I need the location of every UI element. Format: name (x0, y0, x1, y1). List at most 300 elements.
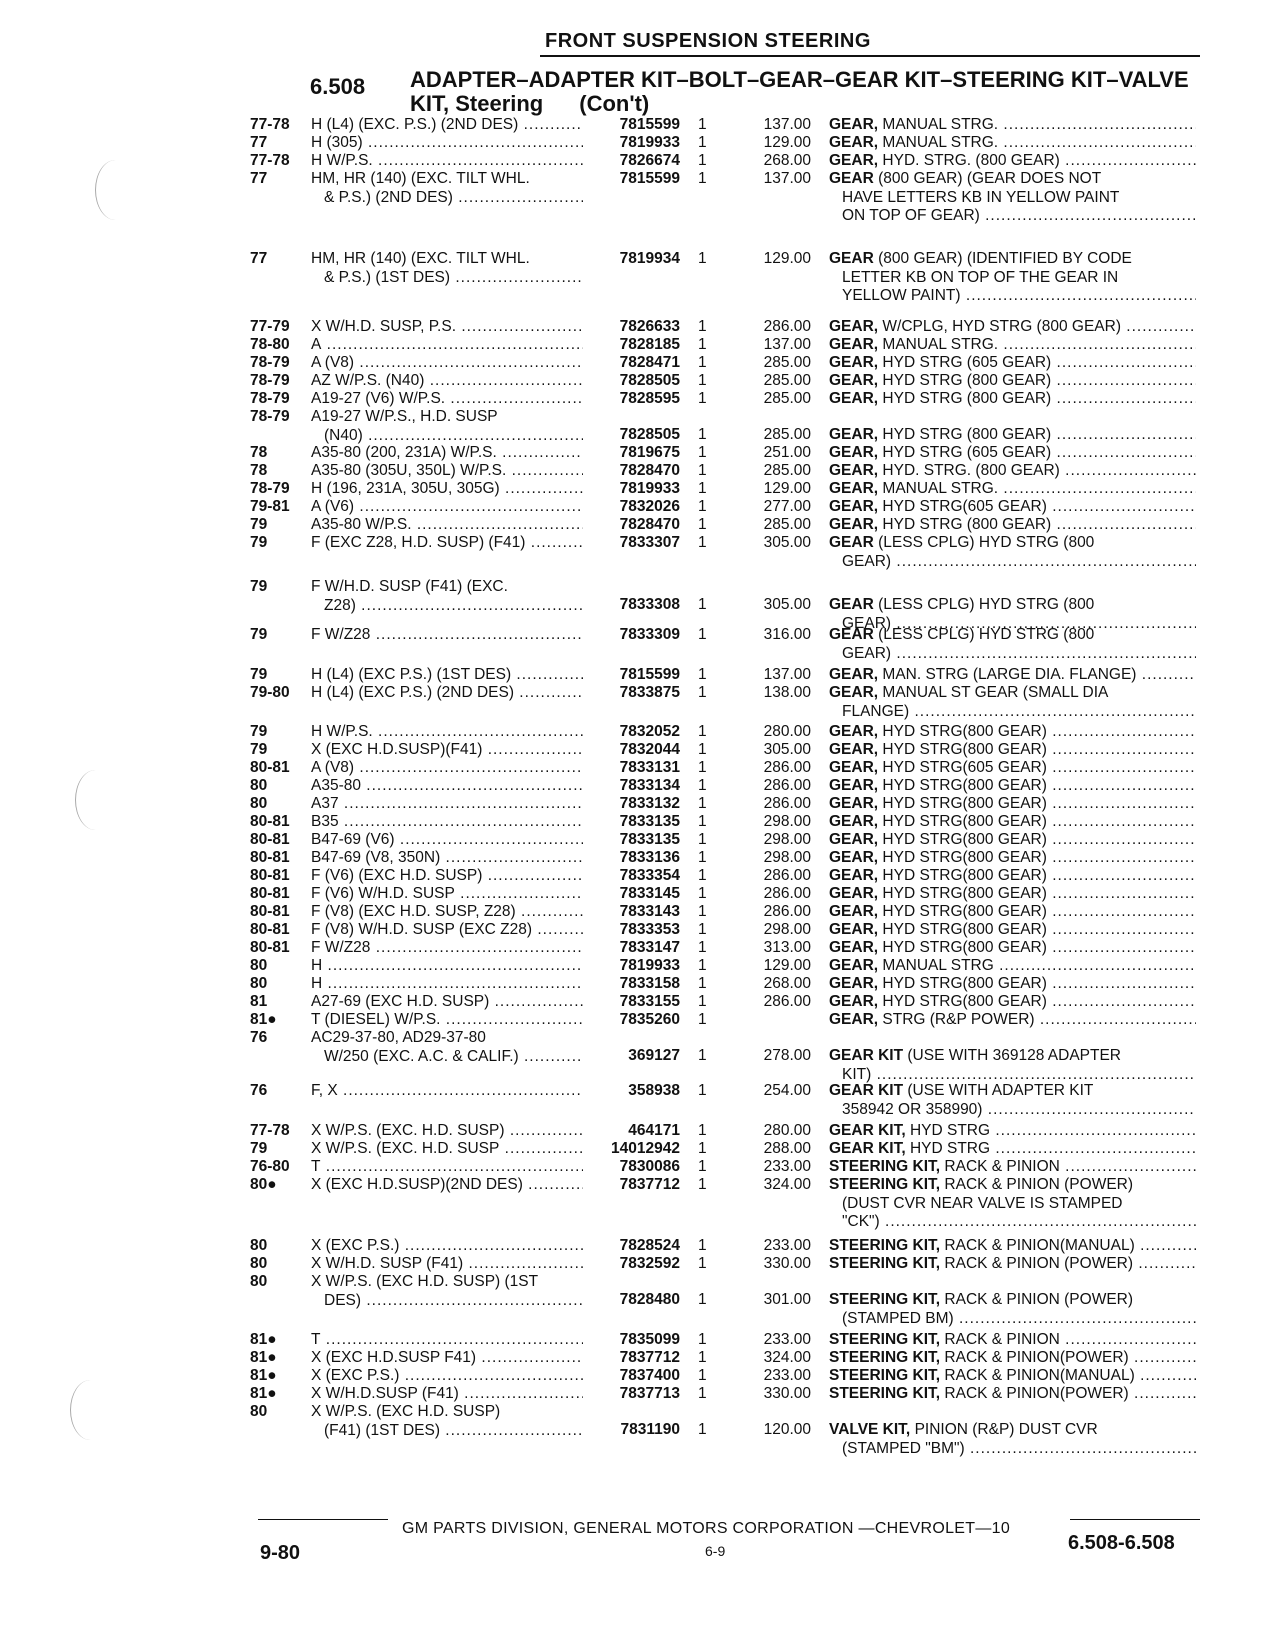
part-name: GEAR (829, 596, 874, 613)
price: 324.00 (763, 1349, 811, 1366)
part-detail: HYD STRG(800 GEAR) (882, 831, 1047, 848)
quantity: 1 (698, 1011, 707, 1028)
part-number: 7833354 (619, 867, 680, 884)
model-year: 81● (250, 1367, 277, 1384)
part-number: 7815599 (619, 666, 680, 683)
model-year: 78-79 (250, 354, 290, 371)
part-description (829, 318, 1196, 337)
part-description-line (829, 939, 1196, 958)
model-year: 80● (250, 1176, 277, 1193)
price: 285.00 (763, 372, 811, 389)
part-name: GEAR, (829, 885, 879, 902)
application-description (311, 390, 583, 409)
quantity: 1 (698, 170, 707, 187)
model-year: 76-80 (250, 1158, 290, 1175)
part-description-line (829, 741, 1196, 760)
part-detail: W/CPLG, HYD STRG (800 GEAR) (882, 318, 1121, 335)
quantity: 1 (698, 318, 707, 335)
part-number: 7832044 (619, 741, 680, 758)
description-line: T ..... (311, 1158, 583, 1177)
price: 324.00 (763, 1176, 811, 1193)
part-detail: HYD STRG(800 GEAR) (882, 741, 1047, 758)
part-detail: HYD STRG(800 GEAR) (882, 849, 1047, 866)
quantity: 1 (698, 626, 707, 643)
part-number: 7837712 (619, 1349, 680, 1366)
part-description (829, 741, 1196, 760)
part-description-line (829, 813, 1196, 832)
footer-page-number: 6-9 (705, 1543, 726, 1559)
part-description-line (829, 626, 1196, 645)
part-number: 7837713 (619, 1385, 680, 1402)
model-year: 78-79 (250, 390, 290, 407)
quantity: 1 (698, 354, 707, 371)
part-description-line (829, 1101, 1196, 1120)
application-description (311, 250, 583, 287)
application-description (311, 849, 583, 868)
part-description-line (829, 318, 1196, 337)
part-description (829, 903, 1196, 922)
description-line: B47-69 (V8, 350N) ..... (311, 849, 583, 868)
quantity: 1 (698, 1082, 707, 1099)
application-description (311, 1403, 583, 1440)
part-description (829, 152, 1196, 171)
description-line: T ..... (311, 1331, 583, 1350)
part-name: GEAR, (829, 993, 879, 1010)
part-name: GEAR (829, 626, 874, 643)
part-description (829, 759, 1196, 778)
part-detail: HYD STRG (909, 1140, 991, 1157)
section-title-continued: (Con't) (579, 91, 650, 116)
part-description (829, 921, 1196, 940)
price: 298.00 (763, 831, 811, 848)
price: 285.00 (763, 390, 811, 407)
description-line: H (196, 231A, 305U, 305G) ..... (311, 480, 583, 499)
part-name: STEERING KIT, (829, 1158, 941, 1175)
part-name: VALVE KIT, (829, 1421, 911, 1438)
part-description (829, 116, 1196, 135)
description-line: F (V8) (EXC H.D. SUSP, Z28) ..... (311, 903, 583, 922)
part-name: GEAR (829, 250, 874, 267)
application-description (311, 885, 583, 904)
part-description (829, 957, 1196, 976)
part-description-line (829, 1440, 1196, 1459)
description-line: X W/H.D. SUSP (F41) ..... (311, 1255, 583, 1274)
application-description (311, 921, 583, 940)
price: 285.00 (763, 516, 811, 533)
part-number: 7826633 (619, 318, 680, 335)
part-number: 464171 (628, 1122, 680, 1139)
quantity: 1 (698, 903, 707, 920)
part-name: STEERING KIT, (829, 1237, 941, 1254)
part-detail: MANUAL STRG. (882, 336, 999, 353)
part-detail: HYD STRG(800 GEAR) (882, 885, 1047, 902)
price: 280.00 (763, 1122, 811, 1139)
application-description (311, 372, 583, 391)
price: 268.00 (763, 975, 811, 992)
quantity: 1 (698, 116, 707, 133)
description-line: A27-69 (EXC H.D. SUSP) ..... (311, 993, 583, 1012)
part-detail: HYD STRG(605 GEAR) (882, 498, 1047, 515)
part-detail: KIT) (842, 1065, 872, 1083)
quantity: 1 (698, 831, 707, 848)
part-description (829, 1421, 1196, 1458)
price: 251.00 (763, 444, 811, 461)
description-line: AC29-37-80, AD29-37-80 (311, 1029, 486, 1046)
description-line: F, X ..... (311, 1082, 583, 1101)
part-detail: RACK & PINION(MANUAL) (944, 1367, 1135, 1384)
part-description (829, 134, 1196, 153)
part-number: 7833307 (619, 534, 680, 551)
quantity: 1 (698, 921, 707, 938)
model-year: 79 (250, 626, 268, 643)
part-description (829, 372, 1196, 391)
quantity: 1 (698, 666, 707, 683)
part-detail: RACK & PINION(POWER) (944, 1385, 1129, 1402)
model-year: 80 (250, 1237, 268, 1254)
part-detail: HYD. STRG. (800 GEAR) (882, 462, 1060, 479)
footer-rule-right (1070, 1519, 1200, 1520)
part-detail: HYD STRG (800 GEAR) (882, 390, 1052, 407)
part-description-line (829, 795, 1196, 814)
part-description-line (829, 534, 1196, 553)
quantity: 1 (698, 1140, 707, 1157)
model-year: 79 (250, 666, 268, 683)
part-detail: HYD STRG (800 GEAR) (882, 426, 1052, 443)
description-line: F (V6) W/H.D. SUSP ..... (311, 885, 583, 904)
part-number: 7828524 (619, 1237, 680, 1254)
part-number: 7833155 (619, 993, 680, 1010)
part-detail: HYD STRG(800 GEAR) (882, 777, 1047, 794)
description-line: X (EXC P.S.) ..... (311, 1237, 583, 1256)
model-year: 78-79 (250, 408, 290, 425)
description-line: W/250 (EXC. A.C. & CALIF.) ..... (311, 1048, 583, 1067)
description-line: X (EXC H.D.SUSP F41) ..... (311, 1349, 583, 1368)
description-line: H W/P.S. ..... (311, 723, 583, 742)
part-name: GEAR, (829, 498, 879, 515)
part-number: 358938 (628, 1082, 680, 1099)
part-number: 7819675 (619, 444, 680, 461)
price: 280.00 (763, 723, 811, 740)
model-year: 80 (250, 795, 268, 812)
section-title-line1: ADAPTER–ADAPTER KIT–BOLT–GEAR–GEAR KIT–STEERING KIT–VALVE (410, 67, 1189, 92)
application-description (311, 975, 583, 994)
part-name: GEAR (829, 170, 874, 187)
quantity: 1 (698, 250, 707, 267)
quantity: 1 (698, 939, 707, 956)
part-number: 7833147 (619, 939, 680, 956)
part-description-line (829, 390, 1196, 409)
part-name: GEAR, (829, 684, 879, 701)
price: 129.00 (763, 250, 811, 267)
model-year: 78-80 (250, 336, 290, 353)
part-description (829, 1047, 1196, 1084)
description-line: H (L4) (EXC P.S.) (1ST DES) ..... (311, 666, 583, 685)
part-description-line (829, 596, 1196, 615)
model-year: 80 (250, 1273, 268, 1290)
part-name: GEAR KIT, (829, 1140, 906, 1157)
part-number: 7835260 (619, 1011, 680, 1028)
part-detail: PINION (R&P) DUST CVR (914, 1421, 1098, 1438)
application-description (311, 939, 583, 958)
part-detail: HYD STRG(800 GEAR) (882, 813, 1047, 830)
part-description (829, 1331, 1196, 1350)
description-line: F W/Z28 ..... (311, 626, 583, 645)
part-number: 369127 (628, 1047, 680, 1064)
part-description (829, 1385, 1196, 1404)
part-description-line (829, 336, 1196, 355)
quantity: 1 (698, 1237, 707, 1254)
part-name: GEAR, (829, 462, 879, 479)
part-description-line (829, 462, 1196, 481)
part-number: 7828471 (619, 354, 680, 371)
model-year: 81● (250, 1011, 277, 1028)
application-description (311, 1367, 583, 1386)
price: 330.00 (763, 1385, 811, 1402)
part-description-line (829, 553, 1196, 572)
part-number: 14012942 (611, 1140, 680, 1157)
part-number: 7833353 (619, 921, 680, 938)
part-name: GEAR, (829, 849, 879, 866)
part-number: 7815599 (619, 116, 680, 133)
part-number: 7828470 (619, 516, 680, 533)
part-description (829, 723, 1196, 742)
part-description (829, 516, 1196, 535)
quantity: 1 (698, 795, 707, 812)
application-description (311, 1273, 583, 1310)
part-description (829, 1291, 1196, 1328)
section-title-line2: KIT, Steering (410, 91, 544, 116)
part-name: STEERING KIT, (829, 1176, 941, 1193)
part-description (829, 462, 1196, 481)
part-number: 7828470 (619, 462, 680, 479)
part-name: GEAR, (829, 741, 879, 758)
part-detail: RACK & PINION(POWER) (944, 1349, 1129, 1366)
part-detail: MANUAL STRG. (882, 480, 999, 497)
description-line: A35-80 (200, 231A) W/P.S. ..... (311, 444, 583, 463)
part-description (829, 684, 1196, 721)
application-description (311, 723, 583, 742)
part-detail: GEAR) (842, 552, 892, 570)
part-detail: HYD STRG (605 GEAR) (882, 354, 1052, 371)
part-description (829, 867, 1196, 886)
price: 316.00 (763, 626, 811, 643)
description-line: & P.S.) (1ST DES) ..... (311, 269, 583, 288)
part-number: 7835099 (619, 1331, 680, 1348)
part-description (829, 1122, 1196, 1141)
model-year: 77 (250, 250, 268, 267)
price: 129.00 (763, 480, 811, 497)
description-line: H (305) ..... (311, 134, 583, 153)
part-number: 7815599 (619, 170, 680, 187)
description-line: X W/H.D. SUSP, P.S. ..... (311, 318, 583, 337)
application-description (311, 462, 583, 481)
model-year: 76 (250, 1029, 268, 1046)
part-number: 7833145 (619, 885, 680, 902)
part-description-line (829, 723, 1196, 742)
model-year: 80 (250, 975, 268, 992)
application-description (311, 1255, 583, 1274)
model-year: 80-81 (250, 867, 290, 884)
model-year: 79 (250, 1140, 268, 1157)
part-detail: HYD STRG (909, 1122, 991, 1139)
part-name: GEAR, (829, 903, 879, 920)
part-description (829, 1255, 1196, 1274)
price: 233.00 (763, 1367, 811, 1384)
page-header-title: FRONT SUSPENSION STEERING (545, 30, 871, 52)
part-description-line (829, 885, 1196, 904)
price: 288.00 (763, 1140, 811, 1157)
description-line: F (V8) W/H.D. SUSP (EXC Z28) ..... (311, 921, 583, 940)
part-detail: (800 GEAR) (GEAR DOES NOT (878, 170, 1102, 187)
part-description-line (829, 1255, 1196, 1274)
part-number: 7833143 (619, 903, 680, 920)
application-description (311, 1140, 583, 1159)
part-description-line (829, 354, 1196, 373)
part-description (829, 480, 1196, 499)
part-number: 7833132 (619, 795, 680, 812)
quantity: 1 (698, 444, 707, 461)
quantity: 1 (698, 516, 707, 533)
application-description (311, 116, 583, 135)
price: 129.00 (763, 957, 811, 974)
part-number: 7830086 (619, 1158, 680, 1175)
price: 137.00 (763, 336, 811, 353)
description-line: (N40) ..... (311, 427, 583, 446)
quantity: 1 (698, 867, 707, 884)
part-number: 7833158 (619, 975, 680, 992)
part-number: 7833135 (619, 831, 680, 848)
part-name: GEAR, (829, 480, 879, 497)
part-detail: HYD STRG (800 GEAR) (882, 372, 1052, 389)
part-description-line (829, 207, 1196, 226)
description-line: T (DIESEL) W/P.S. ..... (311, 1011, 583, 1030)
price: 278.00 (763, 1047, 811, 1064)
part-detail: (LESS CPLG) HYD STRG (800 (878, 534, 1095, 551)
part-name: STEERING KIT, (829, 1367, 941, 1384)
quantity: 1 (698, 426, 707, 443)
application-description (311, 867, 583, 886)
part-name: GEAR KIT, (829, 1122, 906, 1139)
part-name: GEAR (829, 534, 874, 551)
part-description-line (829, 1176, 1196, 1195)
application-description (311, 152, 583, 171)
application-description (311, 1237, 583, 1256)
quantity: 1 (698, 134, 707, 151)
model-year: 77-78 (250, 152, 290, 169)
price: 286.00 (763, 759, 811, 776)
binder-hole-mark (70, 1380, 111, 1440)
price: 138.00 (763, 684, 811, 701)
part-number: 7832592 (619, 1255, 680, 1272)
part-description (829, 1158, 1196, 1177)
application-description (311, 480, 583, 499)
price: 301.00 (763, 1291, 811, 1308)
part-description (829, 498, 1196, 517)
price: 286.00 (763, 318, 811, 335)
description-line: X W/H.D.SUSP (F41) ..... (311, 1385, 583, 1404)
part-description-line (829, 1213, 1196, 1232)
part-description-line (829, 993, 1196, 1012)
application-description (311, 1029, 583, 1066)
quantity: 1 (698, 684, 707, 701)
model-year: 77-78 (250, 116, 290, 133)
footer-rule-left (258, 1519, 388, 1520)
part-number: 7833875 (619, 684, 680, 701)
application-description (311, 1011, 583, 1030)
description-line: F (EXC Z28, H.D. SUSP) (F41) ..... (311, 534, 583, 553)
part-name: GEAR, (829, 516, 879, 533)
description-line: H (L4) (EXC P.S.) (2ND DES) ..... (311, 684, 583, 703)
quantity: 1 (698, 480, 707, 497)
part-detail: RACK & PINION (POWER) (944, 1291, 1134, 1308)
part-description (829, 1176, 1196, 1232)
part-description-line (829, 269, 1196, 288)
part-description (829, 336, 1196, 355)
part-detail: MANUAL STRG (882, 957, 994, 974)
quantity: 1 (698, 759, 707, 776)
part-detail: RACK & PINION(MANUAL) (944, 1237, 1135, 1254)
description-line: HM, HR (140) (EXC. TILT WHL. (311, 170, 530, 187)
application-description (311, 626, 583, 645)
application-description (311, 684, 583, 703)
model-year: 76 (250, 1082, 268, 1099)
part-description (829, 354, 1196, 373)
model-year: 80 (250, 957, 268, 974)
application-description (311, 354, 583, 373)
model-year: 80-81 (250, 759, 290, 776)
part-detail: (USE WITH 369128 ADAPTER (907, 1047, 1121, 1064)
part-description-line (829, 1047, 1196, 1066)
price: 120.00 (763, 1421, 811, 1438)
part-number: 7828185 (619, 336, 680, 353)
part-name: GEAR KIT (829, 1082, 904, 1099)
part-name: GEAR, (829, 813, 879, 830)
part-number: 7833131 (619, 759, 680, 776)
part-name: GEAR, (829, 723, 879, 740)
price: 233.00 (763, 1331, 811, 1348)
part-description (829, 250, 1196, 306)
part-name: GEAR, (829, 759, 879, 776)
part-detail: (800 GEAR) (IDENTIFIED BY CODE (878, 250, 1132, 267)
part-name: STEERING KIT, (829, 1331, 941, 1348)
part-description-line (829, 849, 1196, 868)
section-number: 6.508 (310, 74, 366, 99)
price: 233.00 (763, 1158, 811, 1175)
quantity: 1 (698, 777, 707, 794)
part-description-line (829, 189, 1196, 208)
description-line: B35 ..... (311, 813, 583, 832)
part-description (829, 849, 1196, 868)
part-description-line (829, 1331, 1196, 1350)
part-name: GEAR, (829, 354, 879, 371)
model-year: 81 (250, 993, 268, 1010)
description-line: DES) ..... (311, 1292, 583, 1311)
part-detail: 358942 OR 358990) (842, 1100, 983, 1118)
model-year: 78-79 (250, 372, 290, 389)
part-description-line (829, 1291, 1196, 1310)
description-line: F W/Z28 ..... (311, 939, 583, 958)
model-year: 80-81 (250, 939, 290, 956)
part-name: STEERING KIT, (829, 1349, 941, 1366)
price: 298.00 (763, 921, 811, 938)
part-detail: LETTER KB ON TOP OF THE GEAR IN (842, 268, 1119, 286)
part-description (829, 626, 1196, 663)
application-description (311, 1158, 583, 1177)
quantity: 1 (698, 462, 707, 479)
model-year: 79 (250, 516, 268, 533)
model-year: 79 (250, 723, 268, 740)
application-description (311, 498, 583, 517)
